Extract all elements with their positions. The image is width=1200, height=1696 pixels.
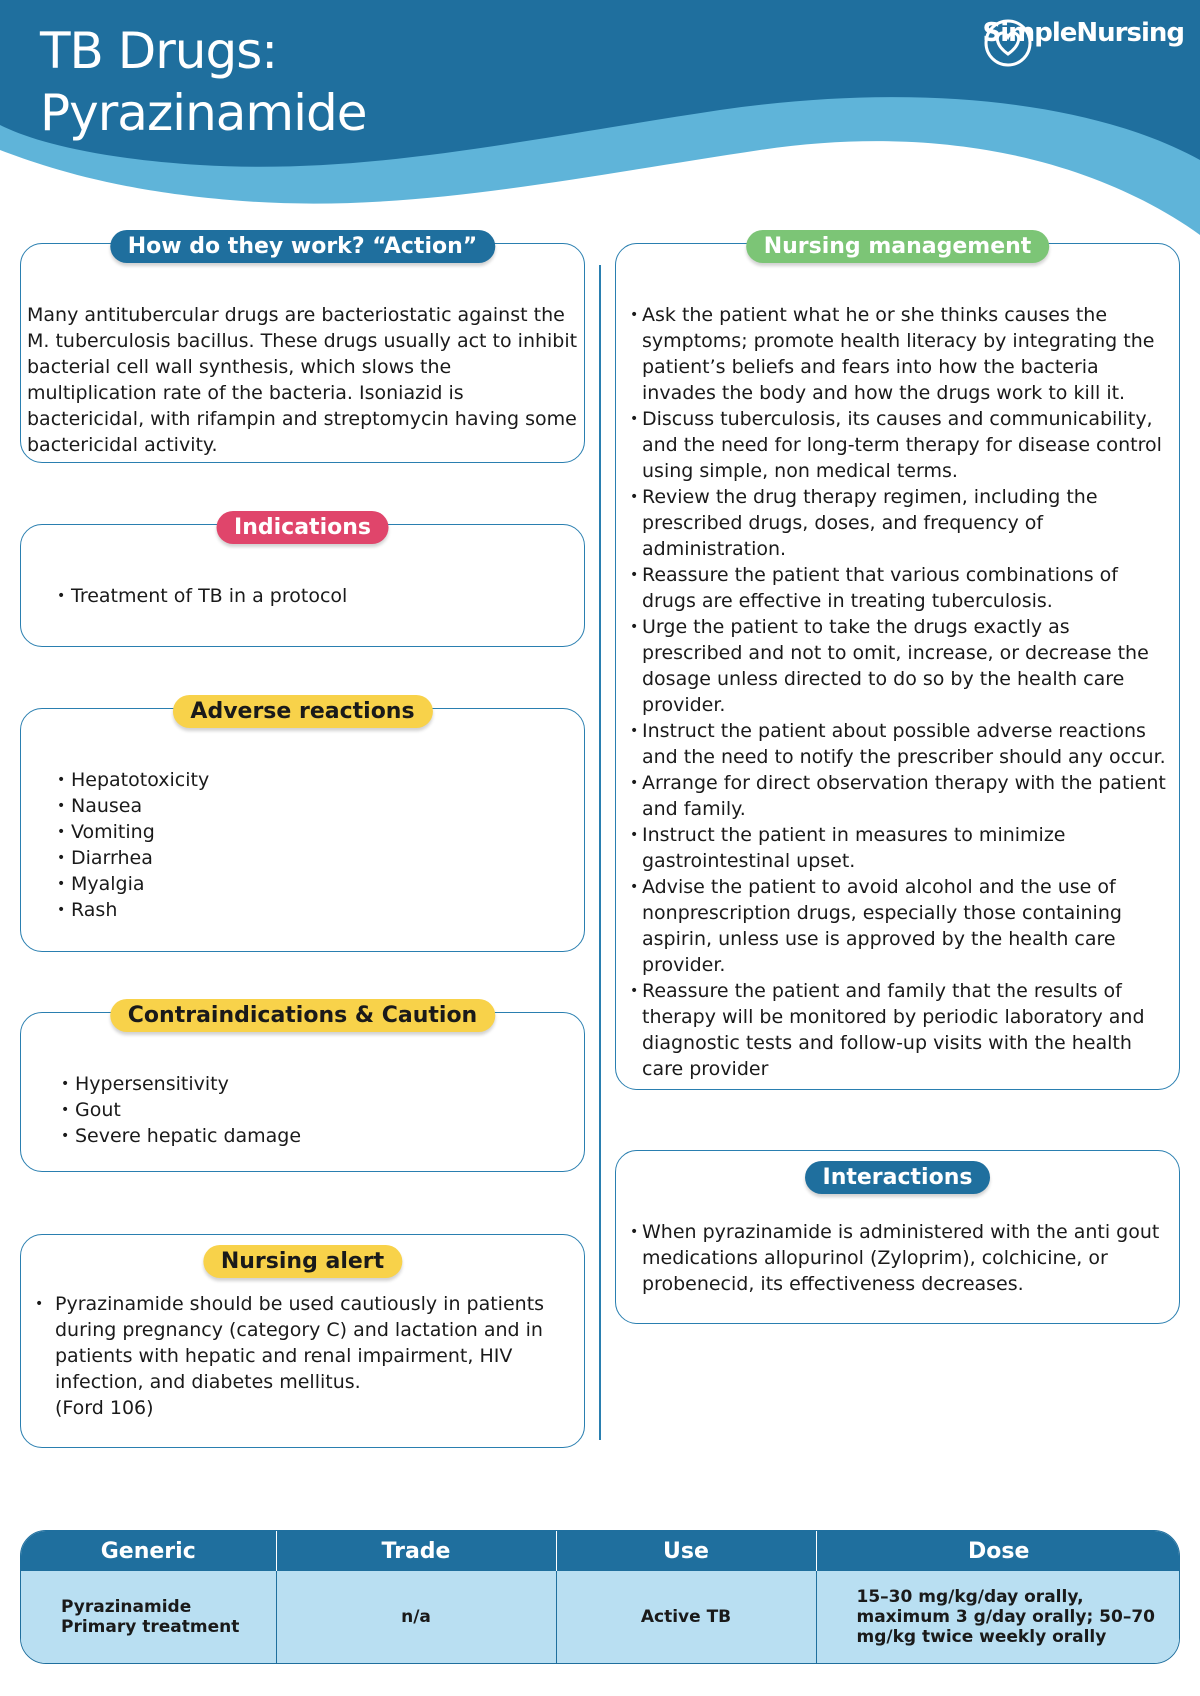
list-item: • Ask the patient what he or she thinks causes the symptoms; promote health literacy by integrating the patient’s beliefs and fears into how the bacteria invades the body and how the drugs work to kill it. (630, 302, 1175, 406)
list-item: • Review the drug therapy regimen, including the prescribed drugs, doses, and frequency of administration. (630, 484, 1175, 562)
page-title (40, 20, 367, 144)
page-header (0, 0, 1200, 240)
generic-name: Pyrazinamide (61, 1597, 192, 1617)
interactions-panel (615, 1150, 1180, 1324)
list-item: • Reassure the patient that various combinations of drugs are effective in treating tuberculosis. (630, 562, 1175, 614)
list-item: • Myalgia (57, 871, 567, 897)
list-item: • When pyrazinamide is administered with the anti gout medications allopurinol (Zyloprim), colchicine, or probenecid, its effectiveness decreases. (630, 1219, 1175, 1297)
adverse-reactions-heading: Adverse reactions (172, 695, 432, 728)
list-item: • Rash (57, 897, 567, 923)
list-item: • Urge the patient to take the drugs exactly as prescribed and not to omit, increase, or decrease the dosage unless directed to do so by the health care provider. (630, 614, 1175, 718)
col-header-trade: Trade (276, 1531, 556, 1571)
col-header-generic: Generic (21, 1531, 276, 1571)
table-row (21, 1571, 1180, 1663)
list-item: • Diarrhea (57, 845, 567, 871)
list-item: • Instruct the patient in measures to minimize gastrointestinal upset. (630, 822, 1175, 874)
list-item: • Advise the patient to avoid alcohol and the use of nonprescription drugs, especially those containing aspirin, unless use is approved by the health care provider. (630, 874, 1175, 978)
table-header-row (21, 1531, 1180, 1571)
indications-panel (20, 515, 585, 647)
list-item: • Hypersensitivity (61, 1071, 571, 1097)
cell-generic (21, 1571, 276, 1663)
list-item: • Hepatotoxicity (57, 767, 567, 793)
list-item: • Instruct the patient about possible adverse reactions and the need to notify the prescriber should any occur. (630, 718, 1175, 770)
list-item: • Vomiting (57, 819, 567, 845)
list-item: • Discuss tuberculosis, its causes and communicability, and the need for long-term therapy for disease control using simple, non medical terms. (630, 406, 1175, 484)
contraindications-heading: Contraindications & Caution (110, 999, 495, 1032)
nursing-alert-list (35, 1291, 555, 1395)
title-line-1: TB Drugs: (40, 22, 278, 80)
title-line-2: Pyrazinamide (40, 84, 367, 142)
action-panel (20, 234, 585, 463)
nursing-alert-heading: Nursing alert (203, 1245, 402, 1278)
brand-name: SimpleNursing (982, 18, 1184, 48)
list-item: • Severe hepatic damage (61, 1123, 571, 1149)
nursing-management-heading: Nursing management (746, 230, 1050, 263)
adverse-reactions-list (57, 767, 567, 923)
action-heading: How do they work? “Action” (110, 230, 495, 263)
citation: (Ford 106) (55, 1397, 154, 1419)
cell-dose: 15–30 mg/kg/day orally, maximum 3 g/day orally; 50–70 mg/kg twice weekly orally (816, 1571, 1180, 1663)
stethoscope-heart-icon (983, 18, 1033, 68)
nursing-management-list (630, 302, 1175, 1082)
action-text: Many antitubercular drugs are bacteriostatic against the M. tuberculosis bacillus. These drugs usually act to inhibit bacterial cell wall synthesis, which slows the multiplication rate of the bacteria. Isoniazid is bactericidal, with rifampin and streptomycin having some bactericidal activity. (27, 304, 578, 456)
nursing-alert-panel (20, 1234, 585, 1448)
interactions-heading: Interactions (805, 1161, 991, 1194)
list-item: • Gout (61, 1097, 571, 1123)
nursing-management-panel (615, 234, 1180, 1090)
brand-logo (983, 18, 1185, 48)
list-item: • Treatment of TB in a protocol (57, 583, 567, 609)
cell-use: Active TB (556, 1571, 816, 1663)
generic-role: Primary treatment (61, 1617, 240, 1637)
interactions-list (630, 1219, 1175, 1297)
list-item: • Reassure the patient and family that the results of therapy will be monitored by periodic laboratory and diagnostic tests and follow-up visits with the health care provider (630, 978, 1175, 1082)
indications-list (57, 583, 567, 609)
contraindications-panel (20, 1003, 585, 1172)
contraindications-list (61, 1071, 571, 1149)
indications-heading: Indications (216, 511, 389, 544)
list-item: • Pyrazinamide should be used cautiously in patients during pregnancy (category C) and lactation and in patients with hepatic and renal impairment, HIV infection, and diabetes mellitus. (35, 1291, 555, 1395)
col-header-dose: Dose (816, 1531, 1180, 1571)
adverse-reactions-panel (20, 699, 585, 952)
col-header-use: Use (556, 1531, 816, 1571)
column-divider (599, 265, 601, 1440)
drug-table (20, 1530, 1180, 1664)
list-item: • Arrange for direct observation therapy with the patient and family. (630, 770, 1175, 822)
cell-trade: n/a (276, 1571, 556, 1663)
list-item: • Nausea (57, 793, 567, 819)
